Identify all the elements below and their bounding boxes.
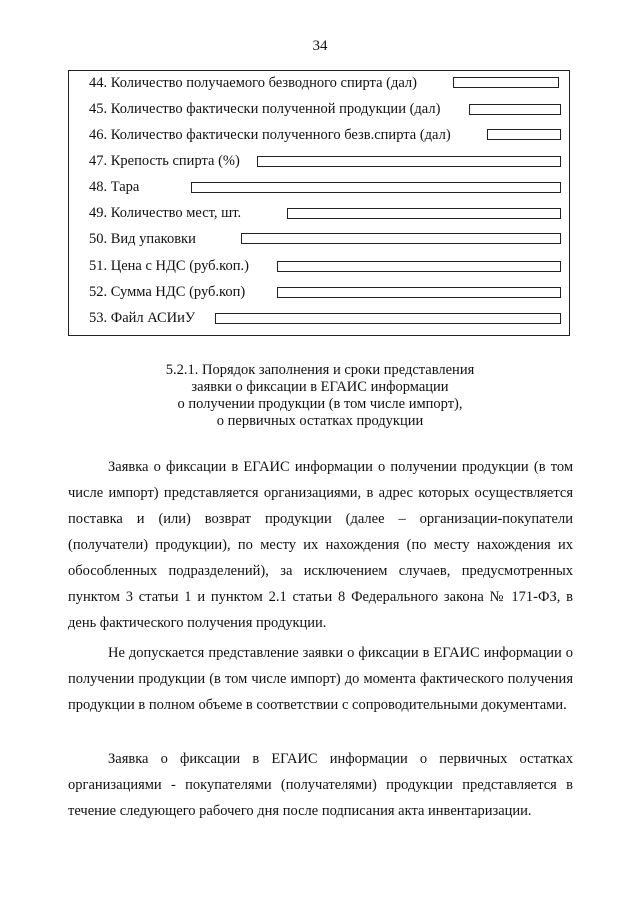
field-container[interactable] (191, 182, 561, 193)
form-label: 46. Количество фактически полученного безв.спирта (дал) (89, 126, 451, 143)
form-label: 50. Вид упаковки (89, 230, 196, 247)
form-row-49 (89, 203, 241, 223)
section-title-line: о получении продукции (в том числе импорт), (177, 396, 463, 412)
form-row-47 (89, 151, 240, 171)
paragraph-initial-balances: Заявка о фиксации в ЕГАИС информации о первичных остатках организациями - покупателями (получателями) продукции представляется в течение следующего рабочего дня после подписания акта инвентаризации. (68, 751, 573, 819)
form-label: 52. Сумма НДС (руб.коп) (89, 283, 246, 300)
form-label: 44. Количество получаемого безводного спирта (дал) (89, 74, 417, 91)
field-alcohol-strength[interactable] (257, 156, 561, 167)
form-row-48 (89, 177, 139, 197)
form-row-44 (89, 73, 417, 93)
field-places-count[interactable] (287, 208, 561, 219)
field-actual-product-received[interactable] (469, 104, 561, 115)
form-label: 45. Количество фактически полученной продукции (дал) (89, 100, 441, 117)
paragraph-submission-restriction: Не допускается представление заявки о фиксации в ЕГАИС информации о получении продукции (в том числе импорт) до момента фактического получения продукции в полном объеме в соответствии с сопроводительными документами. (68, 645, 573, 713)
form-row-52 (89, 282, 245, 302)
section-title (90, 362, 550, 430)
page-number: 34 (312, 38, 328, 54)
paragraph-application-submission: Заявка о фиксации в ЕГАИС информации о получении продукции (в том числе импорт) представляется организациями, в адрес которых осуществляется поставка и (или) возврат продукции (далее – организации-покупатели (получатели) продукции), по месту их нахождения (по месту нахождения их обособленных подразделений), за исключением случаев, предусмотренных пунктом 3 статьи 1 и пунктом 2.1 статьи 8 Федерального закона № 171-ФЗ, в день фактического получения продукции. (68, 459, 573, 631)
form-row-46 (89, 125, 451, 145)
form-row-50 (89, 229, 196, 249)
form-row-53 (89, 308, 195, 328)
field-asiiu-file[interactable] (215, 313, 561, 324)
section-title-line: заявки о фиксации в ЕГАИС информации (191, 379, 449, 395)
field-vat-amount[interactable] (277, 287, 561, 298)
form-label: 48. Тара (89, 178, 140, 195)
form-label: 53. Файл АСИиУ (89, 309, 196, 326)
section-title-line: о первичных остатках продукции (216, 413, 424, 429)
form-label: 47. Крепость спирта (%) (89, 152, 240, 169)
section-title-line: 5.2.1. Порядок заполнения и сроки представления (165, 362, 475, 378)
form-fields-box (68, 70, 570, 336)
field-packaging-type[interactable] (241, 233, 561, 244)
form-label: 51. Цена с НДС (руб.коп.) (89, 257, 249, 274)
field-actual-anhydrous-received[interactable] (487, 129, 561, 140)
form-label: 49. Количество мест, шт. (89, 204, 242, 221)
form-row-45 (89, 99, 440, 119)
field-anhydrous-alcohol-received[interactable] (453, 77, 559, 88)
field-price-with-vat[interactable] (277, 261, 561, 272)
form-row-51 (89, 256, 249, 276)
